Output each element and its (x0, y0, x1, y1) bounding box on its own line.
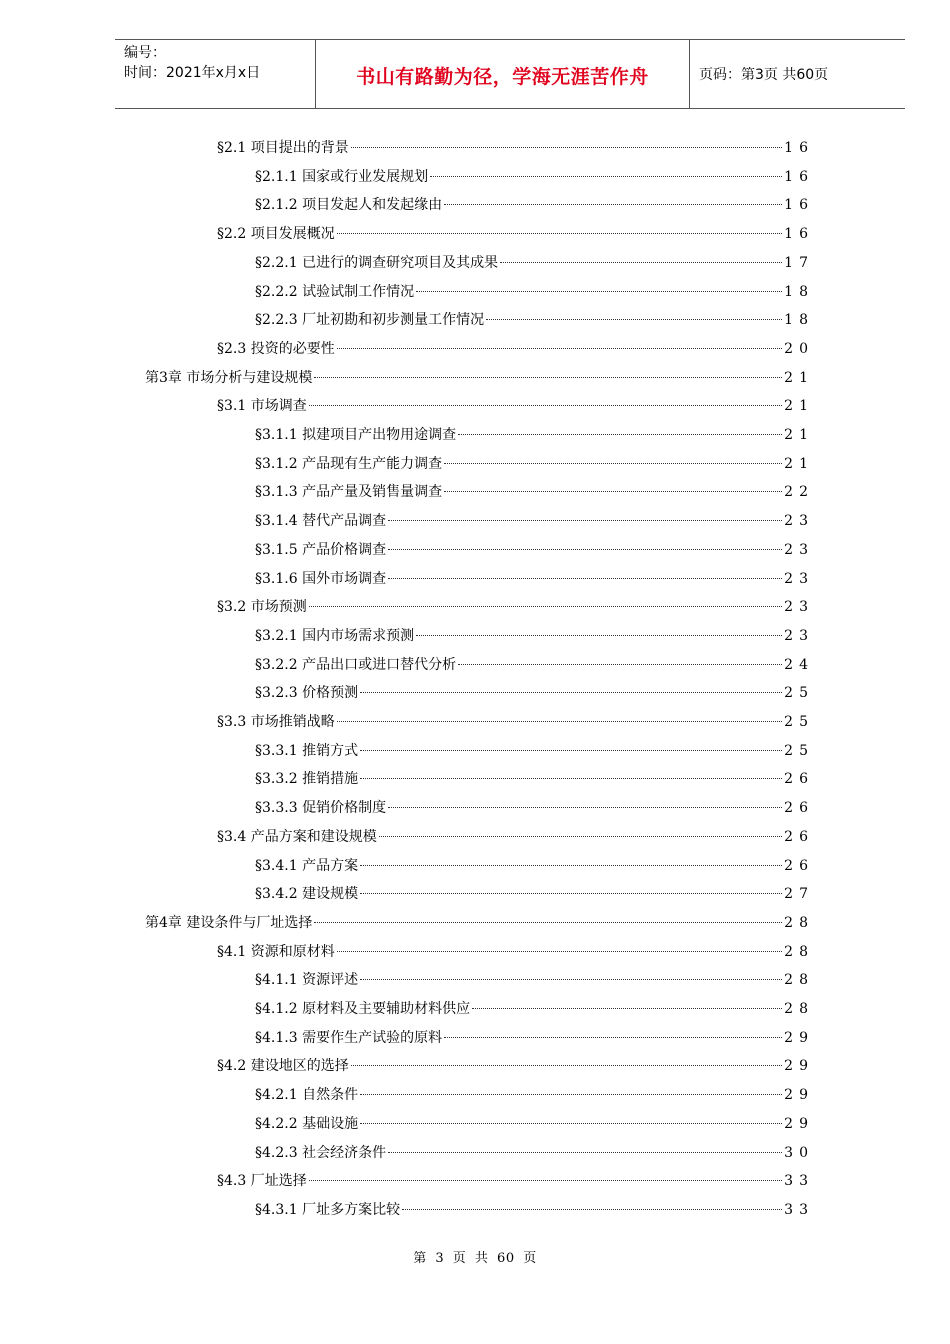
toc-leader-dots (351, 1064, 782, 1066)
toc-entry[interactable] (255, 166, 814, 188)
toc-leader-dots (388, 577, 782, 579)
toc-entry-page: 27 (784, 886, 814, 903)
toc-entry[interactable] (217, 223, 814, 245)
toc-entry[interactable] (255, 539, 814, 561)
toc-entry-title: §2.2.3 厂址初勘和初步测量工作情况 (255, 312, 485, 329)
toc-entry-title: §4.3 厂址选择 (217, 1173, 307, 1190)
toc-entry[interactable] (255, 740, 814, 762)
toc-entry-page: 16 (784, 140, 814, 156)
toc-leader-dots (309, 1179, 782, 1181)
toc-leader-dots (416, 634, 782, 636)
toc-leader-dots (388, 1151, 782, 1153)
toc-entry[interactable] (255, 510, 814, 532)
toc-entry-title: §3.1.6 国外市场调查 (255, 570, 387, 587)
toc-entry-title: §2.3 投资的必要性 (217, 340, 335, 357)
toc-entry-title: §2.1 项目提出的背景 (217, 140, 349, 156)
toc-leader-dots (444, 490, 782, 492)
toc-entry-title: §3.3.1 推销方式 (255, 742, 359, 759)
toc-entry-page: 33 (784, 1173, 814, 1190)
toc-entry[interactable] (217, 137, 814, 159)
toc-entry-title: §3.3 市场推销战略 (217, 714, 335, 730)
toc-entry[interactable] (255, 1027, 814, 1049)
toc-leader-dots (337, 347, 782, 349)
toc-entry[interactable] (255, 281, 814, 303)
toc-leader-dots (430, 175, 782, 177)
page-header (115, 39, 905, 109)
toc-entry-page: 28 (784, 914, 814, 931)
toc-entry[interactable] (255, 654, 814, 676)
toc-leader-dots (337, 232, 782, 234)
toc-entry[interactable] (217, 941, 814, 963)
toc-entry-page: 21 (784, 398, 814, 415)
toc-entry-page: 29 (784, 1029, 814, 1046)
toc-entry-page: 18 (784, 283, 814, 300)
toc-entry-title: §2.2.2 试验试制工作情况 (255, 283, 415, 300)
toc-leader-dots (360, 1093, 782, 1095)
toc-entry[interactable] (255, 883, 814, 905)
toc-entry-page: 18 (784, 312, 814, 329)
toc-entry-page: 24 (784, 656, 814, 673)
toc-entry[interactable] (255, 969, 814, 991)
toc-entry-title: §3.4 产品方案和建设规模 (217, 828, 377, 845)
toc-leader-dots (388, 548, 782, 550)
toc-entry-title: §4.2.2 基础设施 (255, 1115, 359, 1132)
toc-entry[interactable] (255, 768, 814, 790)
toc-entry-page: 16 (784, 168, 814, 185)
toc-entry[interactable] (255, 855, 814, 877)
toc-entry-page: 26 (784, 828, 814, 845)
toc-entry-page: 29 (784, 1058, 814, 1075)
toc-entry[interactable] (217, 395, 814, 417)
toc-entry-page: 25 (784, 742, 814, 759)
toc-entry[interactable] (217, 596, 814, 618)
toc-entry-page: 25 (784, 714, 814, 730)
toc-entry-title: §4.1 资源和原材料 (217, 943, 335, 960)
toc-entry-page: 23 (784, 627, 814, 644)
toc-entry[interactable] (255, 1142, 814, 1164)
toc-leader-dots (360, 892, 782, 894)
header-motto-cell (316, 40, 690, 108)
toc-leader-dots (309, 605, 782, 607)
toc-entry-title: §3.3.3 促销价格制度 (255, 800, 387, 817)
toc-entry[interactable] (255, 682, 814, 704)
toc-leader-dots (309, 404, 782, 406)
toc-entry-title: 第3章 市场分析与建设规模 (145, 369, 313, 386)
toc-leader-dots (337, 950, 782, 952)
toc-entry-page: 16 (784, 197, 814, 214)
toc-entry[interactable] (255, 453, 814, 475)
toc-entry-title: §3.1.1 拟建项目产出物用途调查 (255, 427, 457, 443)
footer-page-number: 第 3 页 共 60 页 (413, 1251, 537, 1266)
toc-leader-dots (458, 433, 782, 435)
toc-entry-title: §2.2 项目发展概况 (217, 226, 335, 243)
toc-entry[interactable] (255, 625, 814, 647)
toc-leader-dots (314, 921, 782, 923)
toc-entry-title: §4.3.1 厂址多方案比较 (255, 1201, 401, 1218)
page-footer (0, 1247, 950, 1266)
toc-entry[interactable] (255, 568, 814, 590)
toc-leader-dots (360, 1122, 782, 1124)
toc-entry[interactable] (255, 797, 814, 819)
toc-entry[interactable] (255, 194, 814, 216)
toc-leader-dots (351, 146, 782, 148)
toc-entry-title: §3.1 市场调查 (217, 398, 307, 415)
toc-entry-page: 22 (784, 484, 814, 501)
toc-entry-title: §3.4.2 建设规模 (255, 886, 359, 903)
header-page-cell (690, 40, 905, 108)
toc-entry-title: §2.1.2 项目发起人和发起缘由 (255, 197, 443, 214)
toc-entry-page: 28 (784, 943, 814, 960)
toc-entry-title: §2.2.1 已进行的调查研究项目及其成果 (255, 254, 499, 271)
toc-leader-dots (360, 864, 782, 866)
toc-entry-page: 21 (784, 427, 814, 443)
toc-entry-title: §3.1.5 产品价格调查 (255, 541, 387, 558)
toc-entry-page: 25 (784, 685, 814, 702)
toc-entry-page: 28 (784, 972, 814, 989)
toc-leader-dots (416, 290, 782, 292)
toc-entry-title: §2.1.1 国家或行业发展规划 (255, 168, 429, 185)
toc-leader-dots (360, 691, 782, 693)
toc-entry[interactable] (255, 1084, 814, 1106)
toc-entry-page: 29 (784, 1087, 814, 1104)
toc-entry-page: 30 (784, 1144, 814, 1161)
toc-entry-title: §3.3.2 推销措施 (255, 771, 359, 788)
toc-leader-dots (444, 203, 782, 205)
header-page-label: 页码：第3页 共60页 (699, 67, 829, 83)
toc-entry-title: §3.2.3 价格预测 (255, 685, 359, 702)
toc-entry-title: §4.2 建设地区的选择 (217, 1058, 349, 1075)
toc-entry[interactable] (217, 1170, 814, 1192)
toc-entry[interactable] (255, 1199, 814, 1221)
toc-entry-title: §4.2.1 自然条件 (255, 1087, 359, 1104)
toc-leader-dots (388, 806, 782, 808)
toc-entry[interactable] (255, 309, 814, 331)
toc-entry[interactable] (255, 1113, 814, 1135)
toc-entry-page: 29 (784, 1115, 814, 1132)
toc-entry-title: §4.1.2 原材料及主要辅助材料供应 (255, 1001, 471, 1017)
toc-entry-title: §3.1.4 替代产品调查 (255, 513, 387, 530)
toc-entry-title: §3.4.1 产品方案 (255, 857, 359, 874)
toc-leader-dots (444, 462, 782, 464)
toc-entry-page: 21 (784, 455, 814, 472)
toc-leader-dots (486, 318, 782, 320)
toc-leader-dots (500, 261, 782, 263)
header-motto: 书山有路勤为径，学海无涯苦作舟 (356, 66, 649, 88)
toc-entry[interactable] (255, 424, 814, 446)
toc-entry-page: 23 (784, 599, 814, 616)
toc-leader-dots (360, 777, 782, 779)
toc-entry[interactable] (217, 826, 814, 848)
toc-leader-dots (360, 978, 782, 980)
toc-entry[interactable] (217, 1055, 814, 1077)
toc-entry-page: 26 (784, 800, 814, 817)
toc-entry[interactable] (255, 998, 814, 1020)
toc-leader-dots (337, 720, 782, 722)
toc-entry[interactable] (255, 481, 814, 503)
toc-leader-dots (444, 1036, 782, 1038)
toc-entry-page: 17 (784, 254, 814, 271)
header-meta (115, 40, 316, 108)
toc-leader-dots (388, 519, 782, 521)
toc-entry-page: 23 (784, 570, 814, 587)
toc-entry-title: §4.1.3 需要作生产试验的原料 (255, 1029, 443, 1046)
toc-entry-page: 26 (784, 771, 814, 788)
toc-entry[interactable] (255, 252, 814, 274)
toc-leader-dots (402, 1208, 782, 1210)
toc-entry-title: §3.1.3 产品产量及销售量调查 (255, 484, 443, 501)
document-number-label: 编号： (124, 45, 166, 61)
toc-entry-title: §3.2.1 国内市场需求预测 (255, 627, 415, 644)
toc-entry-title: §4.1.1 资源评述 (255, 972, 359, 989)
toc-leader-dots (314, 376, 782, 378)
toc-entry[interactable] (145, 912, 814, 934)
toc-entry-page: 28 (784, 1001, 814, 1017)
toc-entry-page: 21 (784, 369, 814, 386)
toc-entry-title: §3.2 市场预测 (217, 599, 307, 616)
toc-entry-page: 20 (784, 340, 814, 357)
toc-entry-page: 23 (784, 513, 814, 530)
toc-entry[interactable] (217, 338, 814, 360)
toc-entry-title: 第4章 建设条件与厂址选择 (145, 914, 313, 931)
toc-entry[interactable] (145, 367, 814, 389)
toc-entry-page: 16 (784, 226, 814, 243)
toc-leader-dots (472, 1007, 782, 1009)
toc-entry-page: 23 (784, 541, 814, 558)
toc-entry-page: 33 (784, 1201, 814, 1218)
toc-entry-title: §4.2.3 社会经济条件 (255, 1144, 387, 1161)
toc-entry[interactable] (217, 711, 814, 733)
toc-leader-dots (458, 663, 782, 665)
toc-entry-page: 26 (784, 857, 814, 874)
toc-leader-dots (379, 835, 782, 837)
toc-leader-dots (360, 749, 782, 751)
toc-entry-title: §3.2.2 产品出口或进口替代分析 (255, 656, 457, 673)
document-time-label: 时间：2021年x月x日 (124, 65, 261, 81)
toc-entry-title: §3.1.2 产品现有生产能力调查 (255, 455, 443, 472)
